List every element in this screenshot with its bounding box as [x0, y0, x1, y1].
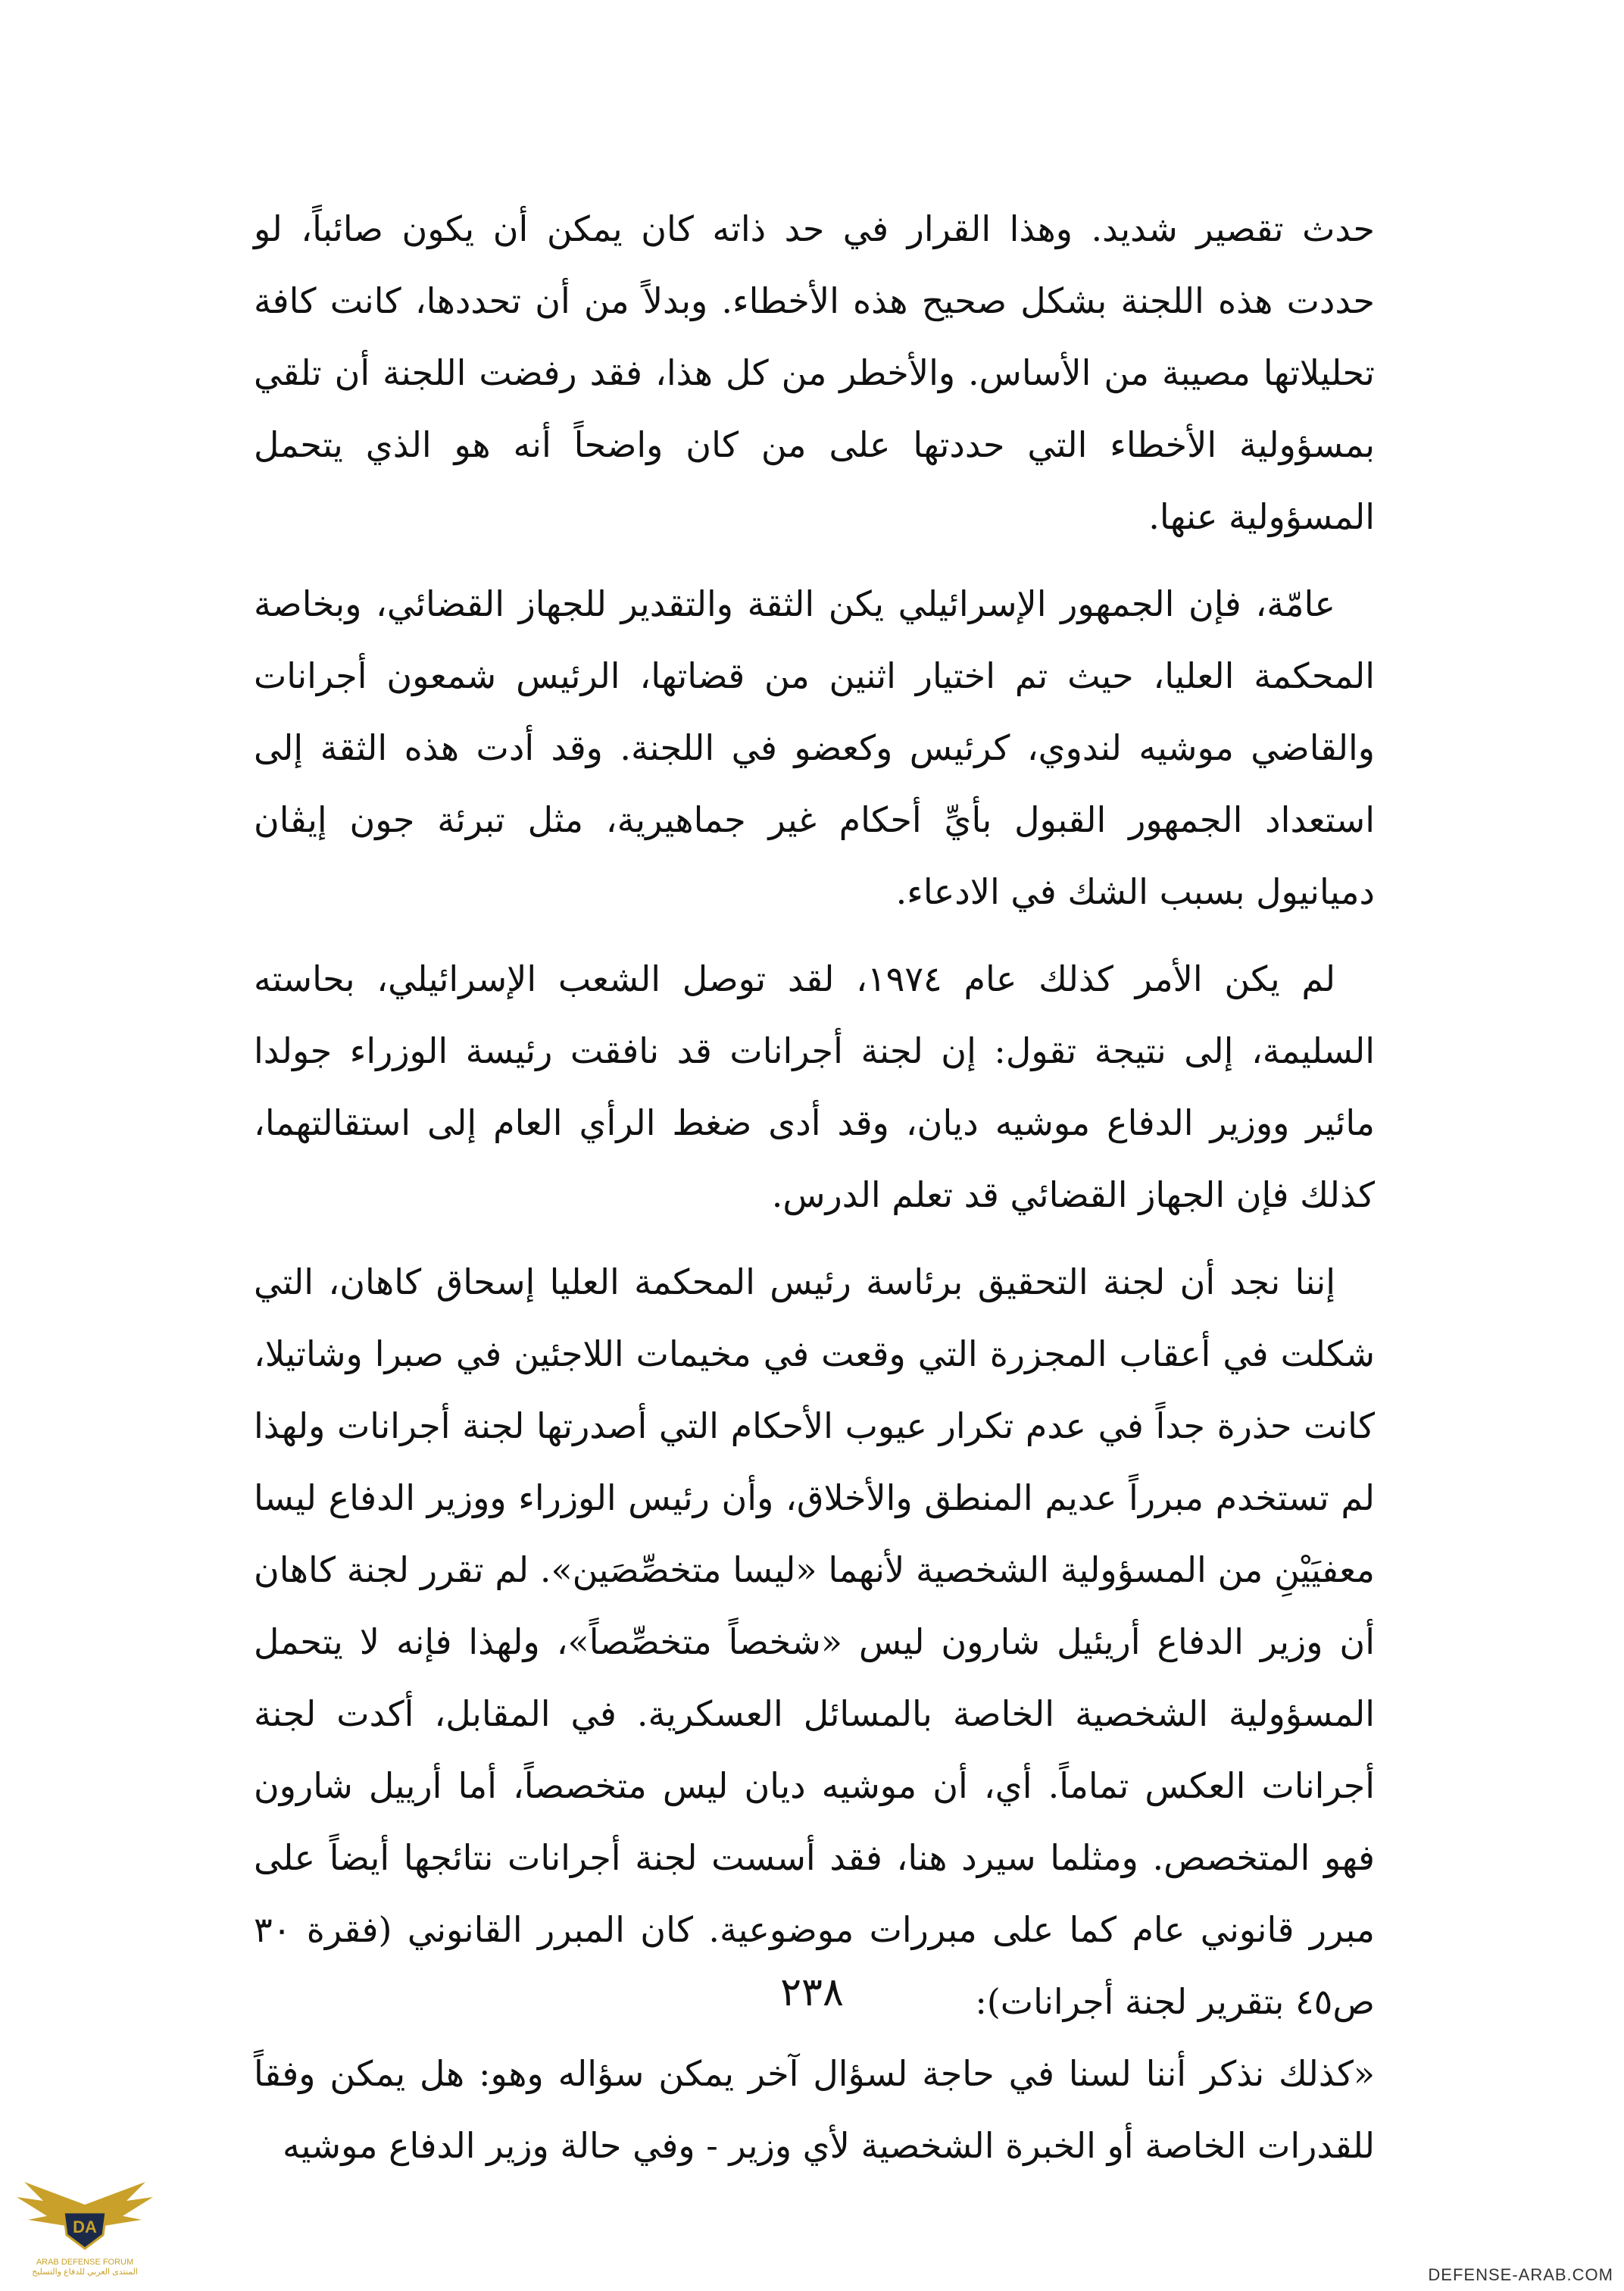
logo-caption-ar: المنتدى العربي للدفاع والتسليح — [32, 2268, 138, 2277]
page-body — [254, 193, 1375, 2182]
site-watermark: DEFENSE-ARAB.COM — [1428, 2265, 1613, 2284]
paragraph-1: حدث تقصير شديد. وهذا القرار في حد ذاته كان يمكن أن يكون صائباً، لو حددت هذه اللجنة بشكل صحيح هذه الأخطاء. وبدلاً من أن تحددها، كانت كافة تحليلاتها مصيبة من الأساس. والأخطر من كل هذا، فقد رفضت اللجنة أن تلقي بمسؤولية الأخطاء التي حددتها على من كان واضحاً أنه هو الذي يتحمل المسؤولية عنها. — [254, 208, 1375, 537]
paragraph-2: عامّة، فإن الجمهور الإسرائيلي يكن الثقة والتقدير للجهاز القضائي، وبخاصة المحكمة العليا، حيث تم اختيار اثنين من قضاتها، الرئيس شمعون أجرانات والقاضي موشيه لندوي، كرئيس وكعضو في اللجنة. وقد أدت هذه الثقة إلى استعداد الجمهور القبول بأيِّ أحكام غير جماهيرية، مثل تبرئة جون إيڤان دميانيول بسبب الشك في الادعاء. — [254, 583, 1375, 912]
eagle-shield-icon — [9, 2159, 161, 2258]
quoted-passage: «كذلك نذكر أننا لسنا في حاجة لسؤال آخر يمكن سؤاله وهو: هل يمكن وفقاً للقدرات الخاصة أو الخبرة الشخصية لأي وزير - وفي حالة وزير الدفاع موشيه — [254, 2053, 1375, 2166]
paragraph-4: إننا نجد أن لجنة التحقيق برئاسة رئيس المحكمة العليا إسحاق كاهان، التي شكلت في أعقاب المجزرة التي وقعت في مخيمات اللاجئين في صبرا وشاتيلا، كانت حذرة جداً في عدم تكرار عيوب الأحكام التي أصدرتها لجنة أجرانات ولهذا لم تستخدم مبرراً عديم المنطق والأخلاق، وأن رئيس الوزراء ووزير الدفاع ليسا معفيَيْنِ من المسؤولية الشخصية لأنهما «ليسا متخصِّصَين». لم تقرر لجنة كاهان أن وزير الدفاع أريئيل شارون ليس «شخصاً متخصِّصاً»، ولهذا فإنه لا يتحمل المسؤولية الشخصية الخاصة بالمسائل العسكرية. في المقابل، أكدت لجنة أجرانات العكس تماماً. أي، أن موشيه ديان ليس متخصصاً، أما أرييل شارون فهو المتخصص. ومثلما سيرد هنا، فقد أسست لجنة أجرانات نتائجها أيضاً على مبرر قانوني عام كما على مبررات موضوعية. كان المبرر القانوني (فقرة ٣٠ ص٤٥ بتقرير لجنة أجرانات): — [254, 1261, 1375, 2022]
logo-mark: DA — [73, 2218, 97, 2236]
logo-caption-en: ARAB DEFENSE FORUM — [36, 2258, 134, 2267]
paragraph-3: لم يكن الأمر كذلك عام ١٩٧٤، لقد توصل الشعب الإسرائيلي، بحاسته السليمة، إلى نتيجة تقول: إن لجنة أجرانات قد نافقت رئيسة الوزراء جولدا مائير ووزير الدفاع موشيه ديان، وقد أدى ضغط الرأي العام إلى استقالتهما، كذلك فإن الجهاز القضائي قد تعلم الدرس. — [254, 958, 1375, 1215]
page-number: ٢٣٨ — [780, 1970, 844, 2015]
forum-logo — [9, 2159, 161, 2288]
